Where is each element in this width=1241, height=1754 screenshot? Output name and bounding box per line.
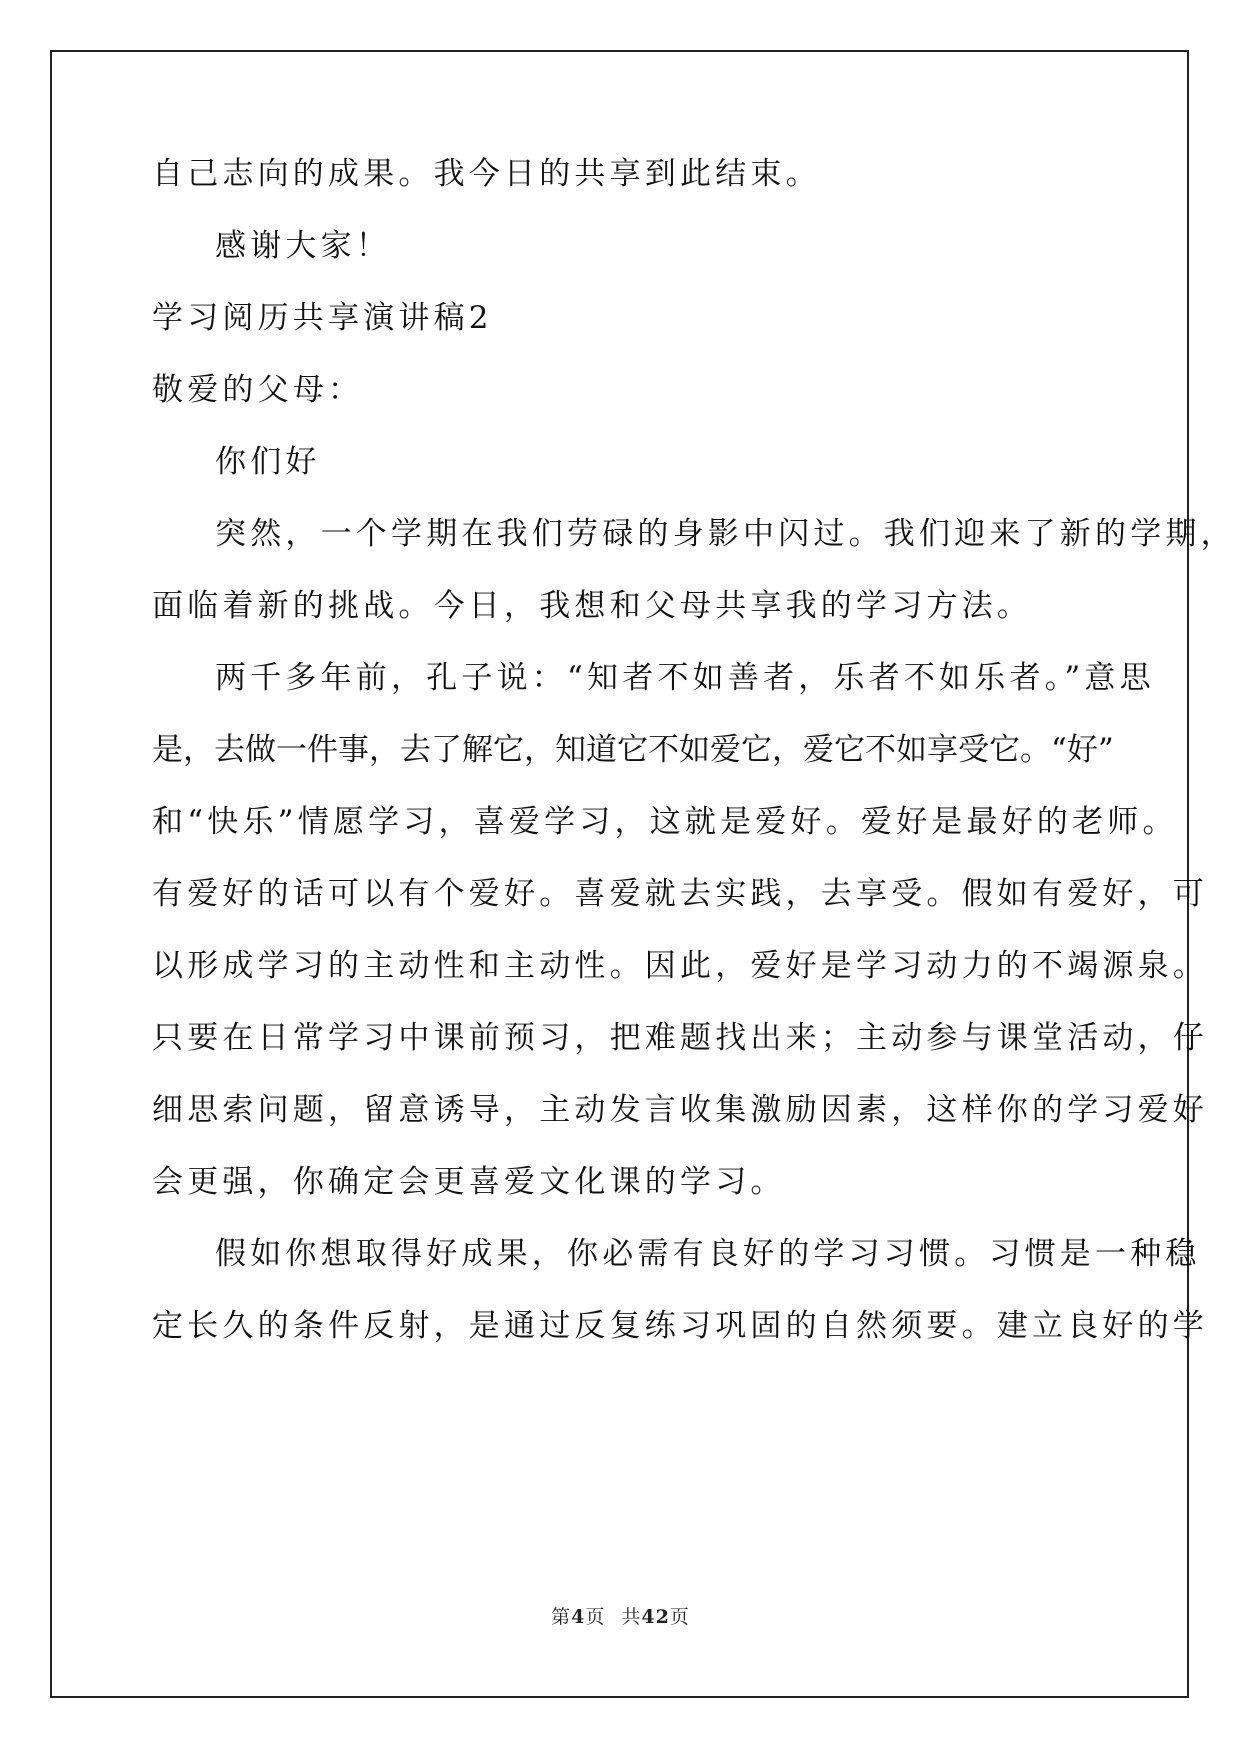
paragraph-line: 会更强，你确定会更喜爱文化课的学习。	[152, 1164, 786, 1200]
paragraph-line: 突然，一个学期在我们劳碌的身影中闪过。我们迎来了新的学期，	[215, 516, 1236, 552]
paragraph-line: 面临着新的挑战。今日，我想和父母共享我的学习方法。	[152, 588, 1032, 624]
page-suffix: 页	[585, 1606, 606, 1628]
paragraph-line: 感谢大家！	[215, 228, 391, 264]
page-current: 4	[571, 1606, 586, 1628]
paragraph-line: 假如你想取得好成果，你必需有良好的学习习惯。习惯是一种稳	[215, 1236, 1201, 1272]
paragraph-line: 只要在日常学习中课前预习，把难题找出来；主动参与课堂活动，仔	[152, 1020, 1208, 1056]
paragraph-line: 有爱好的话可以有个爱好。喜爱就去实践，去享受。假如有爱好，可	[152, 876, 1208, 912]
paragraph-line: 定长久的条件反射，是通过反复练习巩固的自然须要。建立良好的学	[152, 1308, 1208, 1344]
paragraph-line: 两千多年前，孔子说：“知者不如善者，乐者不如乐者。”意思	[215, 660, 1155, 696]
paragraph-line: 和“快乐”情愿学习，喜爱学习，这就是爱好。爱好是最好的老师。	[152, 804, 1178, 840]
page-prefix: 第	[551, 1606, 572, 1628]
salutation: 敬爱的父母：	[152, 372, 364, 408]
paragraph-line: 细思索问题，留意诱导，主动发言收集激励因素，这样你的学习爱好	[152, 1092, 1208, 1128]
paragraph-line: 以形成学习的主动性和主动性。因此，爱好是学习动力的不竭源泉。	[152, 948, 1208, 984]
page-footer	[0, 1602, 1241, 1629]
page-total: 42	[641, 1606, 670, 1628]
section-heading: 学习阅历共享演讲稿2	[152, 300, 493, 336]
total-prefix: 共	[621, 1606, 642, 1628]
total-suffix: 页	[669, 1606, 690, 1628]
paragraph-line: 自己志向的成果。我今日的共享到此结束。	[152, 156, 821, 192]
greeting: 你们好	[215, 444, 321, 480]
paragraph-line: 是，去做一件事，去了解它，知道它不如爱它，爱它不如享受它。“好”	[152, 732, 1114, 768]
